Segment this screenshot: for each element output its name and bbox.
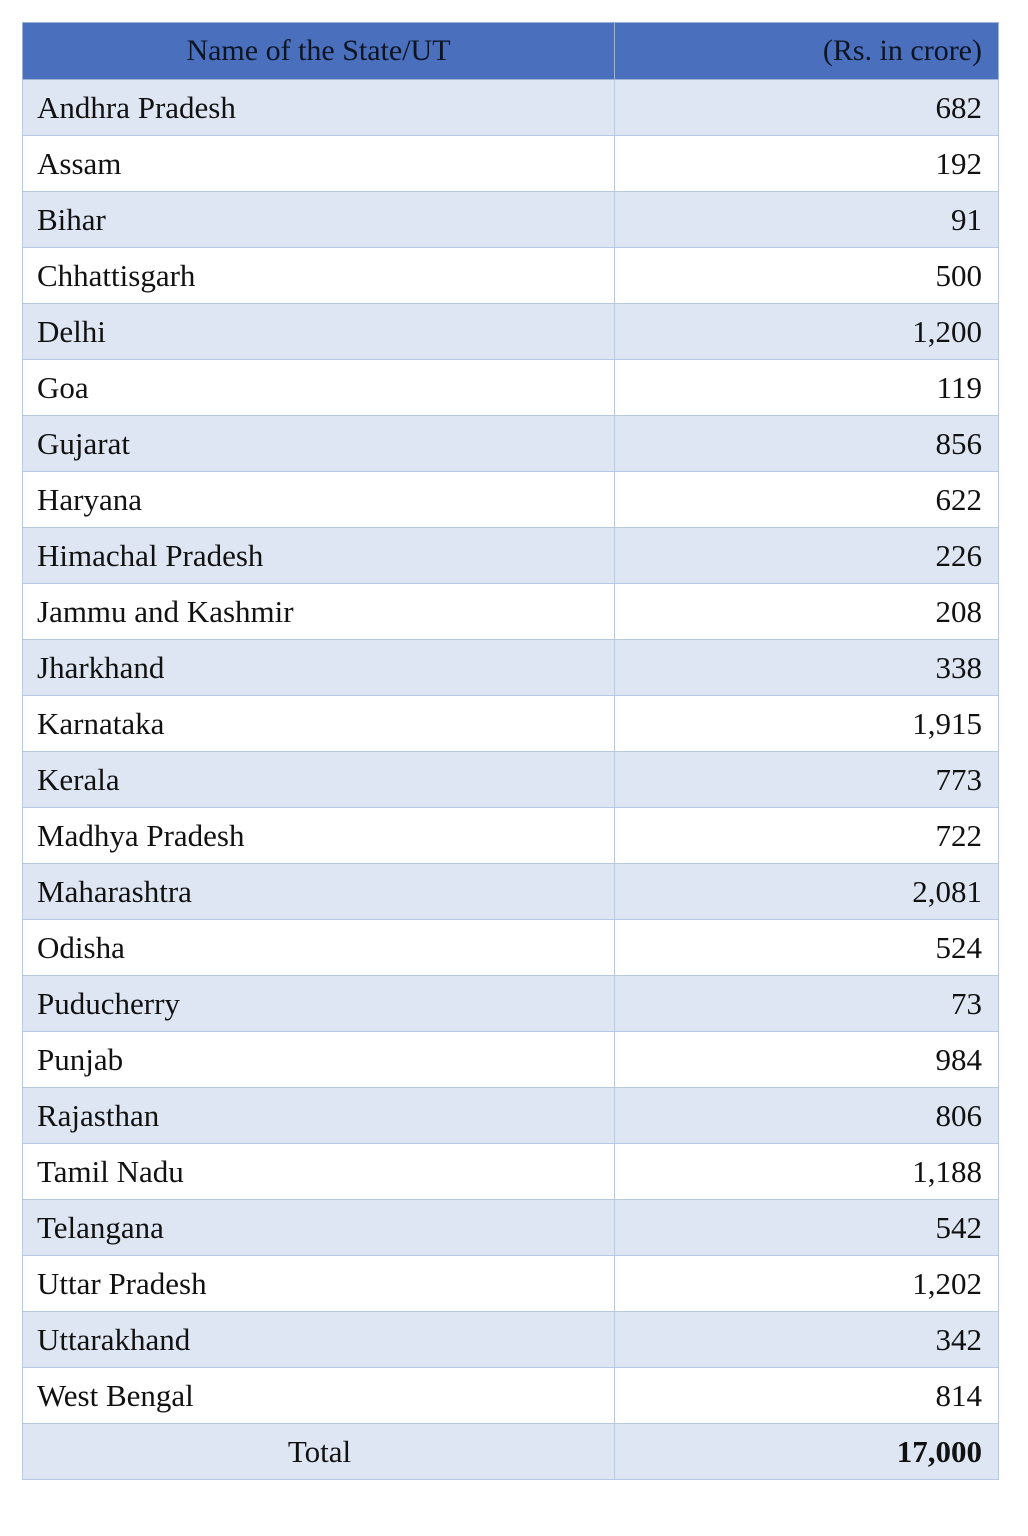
cell-amount: 814 — [615, 1368, 999, 1424]
table-row — [23, 80, 999, 136]
cell-state-name: Madhya Pradesh — [23, 808, 615, 864]
cell-state-name: Jammu and Kashmir — [23, 584, 615, 640]
cell-state-name: Kerala — [23, 752, 615, 808]
cell-state-name: Delhi — [23, 304, 615, 360]
cell-state-name: Uttar Pradesh — [23, 1256, 615, 1312]
cell-state-name: Punjab — [23, 1032, 615, 1088]
cell-amount: 856 — [615, 416, 999, 472]
cell-state-name: West Bengal — [23, 1368, 615, 1424]
table-row — [23, 696, 999, 752]
table-body — [23, 80, 999, 1480]
table-row — [23, 1200, 999, 1256]
cell-total-label: Total — [23, 1424, 615, 1480]
table-row — [23, 864, 999, 920]
cell-amount: 984 — [615, 1032, 999, 1088]
table-header-row — [23, 23, 999, 80]
cell-amount: 342 — [615, 1312, 999, 1368]
cell-amount: 1,200 — [615, 304, 999, 360]
cell-amount: 119 — [615, 360, 999, 416]
cell-state-name: Puducherry — [23, 976, 615, 1032]
cell-total-amount: 17,000 — [615, 1424, 999, 1480]
table-row — [23, 752, 999, 808]
table-row — [23, 1312, 999, 1368]
table-row — [23, 360, 999, 416]
cell-amount: 524 — [615, 920, 999, 976]
cell-amount: 91 — [615, 192, 999, 248]
table-row — [23, 472, 999, 528]
state-allocation-table — [22, 22, 999, 1480]
table-row — [23, 1032, 999, 1088]
table-row — [23, 640, 999, 696]
cell-state-name: Maharashtra — [23, 864, 615, 920]
table-row — [23, 136, 999, 192]
table-row — [23, 1256, 999, 1312]
cell-state-name: Rajasthan — [23, 1088, 615, 1144]
cell-amount: 208 — [615, 584, 999, 640]
table-row — [23, 1088, 999, 1144]
table-row — [23, 584, 999, 640]
table-row — [23, 808, 999, 864]
cell-state-name: Odisha — [23, 920, 615, 976]
table-row — [23, 920, 999, 976]
table-row — [23, 416, 999, 472]
cell-amount: 722 — [615, 808, 999, 864]
cell-amount: 773 — [615, 752, 999, 808]
table-row — [23, 1144, 999, 1200]
table-row — [23, 528, 999, 584]
cell-amount: 192 — [615, 136, 999, 192]
cell-state-name: Telangana — [23, 1200, 615, 1256]
table-header — [23, 23, 999, 80]
cell-amount: 1,915 — [615, 696, 999, 752]
cell-state-name: Karnataka — [23, 696, 615, 752]
cell-amount: 806 — [615, 1088, 999, 1144]
cell-amount: 682 — [615, 80, 999, 136]
cell-amount: 542 — [615, 1200, 999, 1256]
cell-state-name: Haryana — [23, 472, 615, 528]
cell-state-name: Gujarat — [23, 416, 615, 472]
cell-state-name: Goa — [23, 360, 615, 416]
cell-amount: 2,081 — [615, 864, 999, 920]
cell-amount: 338 — [615, 640, 999, 696]
table-row — [23, 192, 999, 248]
cell-state-name: Tamil Nadu — [23, 1144, 615, 1200]
table-row — [23, 976, 999, 1032]
cell-state-name: Assam — [23, 136, 615, 192]
cell-state-name: Bihar — [23, 192, 615, 248]
table-row — [23, 248, 999, 304]
column-header-amount: (Rs. in crore) — [615, 23, 999, 80]
cell-state-name: Uttarakhand — [23, 1312, 615, 1368]
cell-amount: 1,202 — [615, 1256, 999, 1312]
table-total-row — [23, 1424, 999, 1480]
cell-state-name: Jharkhand — [23, 640, 615, 696]
column-header-state: Name of the State/UT — [23, 23, 615, 80]
cell-amount: 226 — [615, 528, 999, 584]
table-row — [23, 1368, 999, 1424]
cell-amount: 1,188 — [615, 1144, 999, 1200]
cell-amount: 622 — [615, 472, 999, 528]
cell-state-name: Andhra Pradesh — [23, 80, 615, 136]
cell-state-name: Chhattisgarh — [23, 248, 615, 304]
cell-amount: 500 — [615, 248, 999, 304]
cell-amount: 73 — [615, 976, 999, 1032]
table-row — [23, 304, 999, 360]
cell-state-name: Himachal Pradesh — [23, 528, 615, 584]
